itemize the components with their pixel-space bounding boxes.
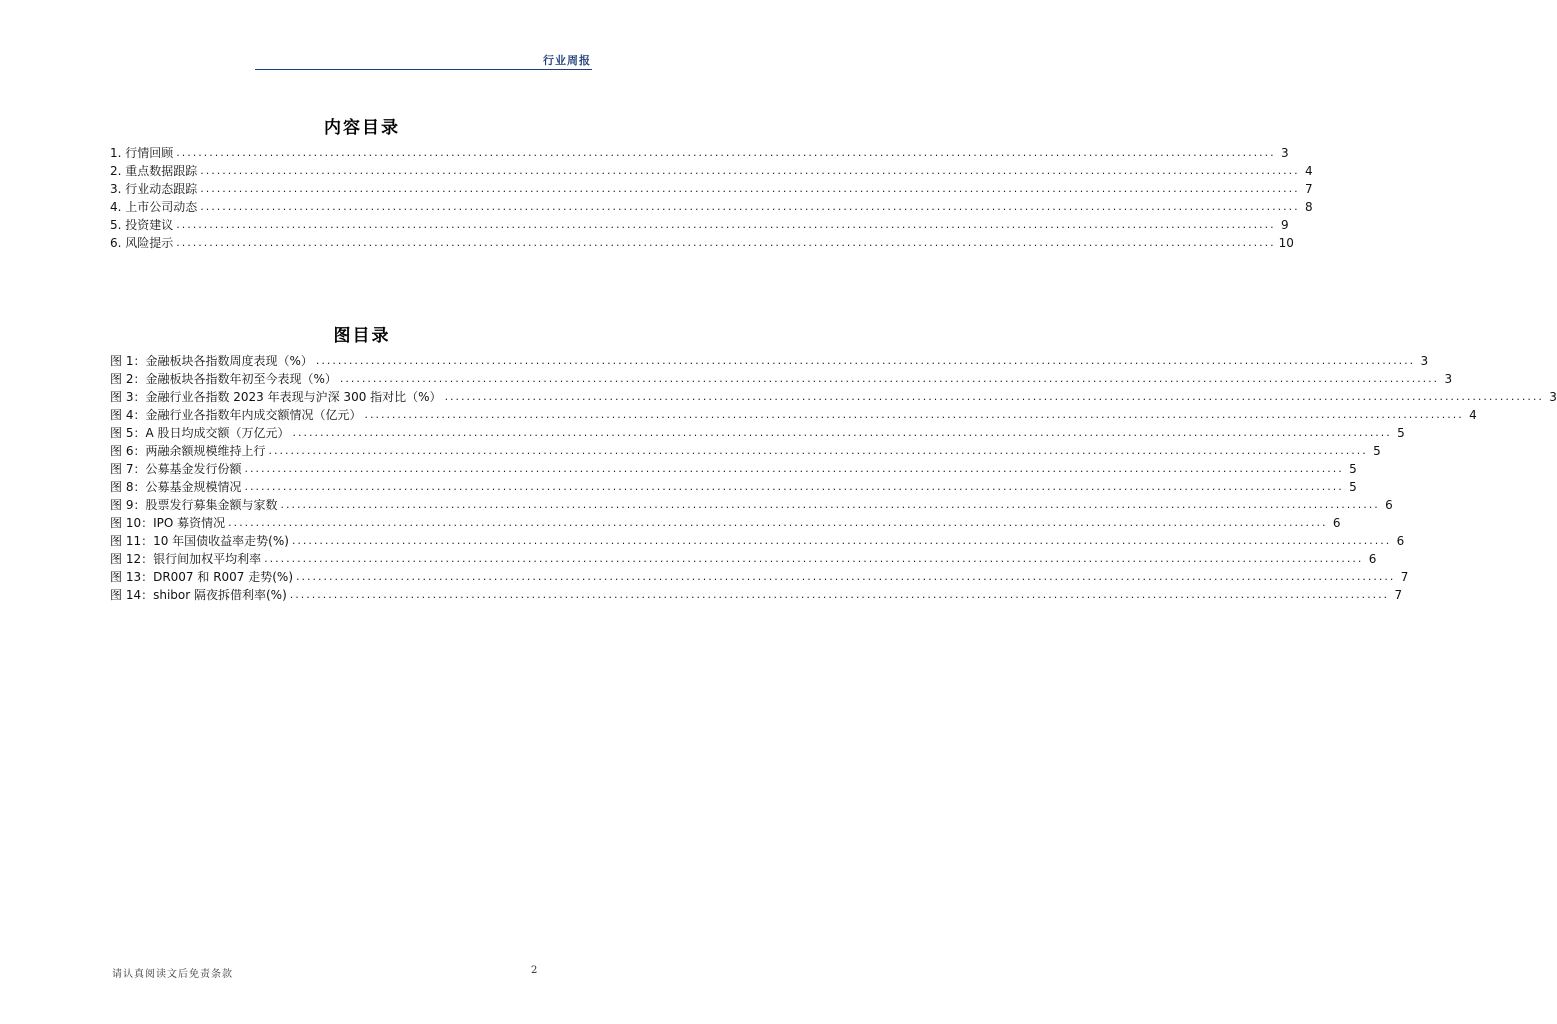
contents-entry-label: 4. 上市公司动态 — [110, 200, 198, 214]
dot-leader: ........................................................................................................................................................................................................ — [244, 462, 1344, 475]
contents-entry-label: 3. 行业动态跟踪 — [110, 182, 198, 196]
contents-entry[interactable] — [110, 178, 1313, 196]
figures-list — [110, 350, 1557, 602]
figure-entry-page: 5 — [1373, 444, 1381, 458]
figure-entry-label: 图 11：10 年国债收益率走势(%) — [110, 534, 289, 548]
figure-entry[interactable] — [110, 566, 1409, 584]
dot-leader: ........................................................................................................................................................................................................ — [289, 588, 1390, 601]
figure-entry[interactable] — [110, 476, 1357, 494]
figure-entry-label: 图 4：金融行业各指数年内成交额情况（亿元） — [110, 408, 362, 422]
figures-title: 图目录 — [333, 326, 391, 346]
contents-entry-page: 4 — [1304, 164, 1313, 178]
figure-entry-label: 图 14：shibor 隔夜拆借利率(%) — [110, 588, 287, 602]
dot-leader: ........................................................................................................................................................................................................ — [280, 498, 1380, 511]
figure-entry-label: 图 7：公募基金发行份额 — [110, 462, 242, 476]
contents-entry-page: 10 — [1278, 236, 1294, 250]
contents-entry-label: 5. 投资建议 — [110, 218, 174, 232]
dot-leader: ........................................................................................................................................................................................................ — [264, 552, 1364, 565]
dot-leader: ........................................................................................................................................................................................................ — [176, 236, 1276, 249]
figure-entry-page: 3 — [1420, 354, 1429, 368]
figure-entry[interactable] — [110, 350, 1429, 368]
figure-entry-page: 5 — [1397, 426, 1405, 440]
figure-entry-page: 3 — [1444, 372, 1453, 386]
figure-entry-page: 4 — [1469, 408, 1477, 422]
figure-entry[interactable] — [110, 548, 1377, 566]
contents-entry-label: 2. 重点数据跟踪 — [110, 164, 198, 178]
figure-entry-page: 7 — [1400, 570, 1409, 584]
dot-leader: ........................................................................................................................................................................................................ — [244, 480, 1344, 493]
dot-leader: ........................................................................................................................................................................................................ — [200, 164, 1300, 177]
dot-leader: ........................................................................................................................................................................................................ — [176, 146, 1276, 159]
figure-entry[interactable] — [110, 440, 1381, 458]
dot-leader: ........................................................................................................................................................................................................ — [268, 444, 1368, 457]
figure-entry-label: 图 3：金融行业各指数 2023 年表现与沪深 300 指对比（%） — [110, 390, 442, 404]
figure-entry-page: 5 — [1349, 462, 1357, 476]
figure-entry-page: 6 — [1368, 552, 1377, 566]
dot-leader: ........................................................................................................................................................................................................ — [444, 390, 1544, 403]
dot-leader: ........................................................................................................................................................................................................ — [228, 516, 1328, 529]
report-type-label: 行业周报 — [543, 54, 591, 67]
page-number: 2 — [531, 965, 538, 976]
figure-entry-label: 图 8：公募基金规模情况 — [110, 480, 242, 494]
contents-entry-label: 1. 行情回顾 — [110, 146, 174, 160]
dot-leader: ........................................................................................................................................................................................................ — [200, 182, 1300, 195]
figure-entry-page: 6 — [1332, 516, 1341, 530]
dot-leader: ........................................................................................................................................................................................................ — [176, 218, 1276, 231]
contents-entry-label: 6. 风险提示 — [110, 236, 174, 250]
contents-entry-page: 8 — [1304, 200, 1313, 214]
figure-entry-page: 3 — [1549, 390, 1557, 404]
contents-entry[interactable] — [110, 160, 1313, 178]
figure-entry[interactable] — [110, 386, 1557, 404]
figure-entry[interactable] — [110, 422, 1405, 440]
dot-leader: ........................................................................................................................................................................................................ — [200, 200, 1300, 213]
figure-entry[interactable] — [110, 494, 1393, 512]
figure-entry[interactable] — [110, 404, 1477, 422]
dot-leader: ........................................................................................................................................................................................................ — [292, 426, 1392, 439]
figure-entry[interactable] — [110, 458, 1357, 476]
contents-entry-page: 9 — [1280, 218, 1289, 232]
figure-entry-page: 7 — [1394, 588, 1403, 602]
figure-entry-label: 图 1：金融板块各指数周度表现（%） — [110, 354, 313, 368]
header-rule — [255, 69, 592, 70]
contents-entry-page: 7 — [1304, 182, 1313, 196]
dot-leader: ........................................................................................................................................................................................................ — [339, 372, 1440, 385]
figure-entry[interactable] — [110, 584, 1403, 602]
contents-title: 内容目录 — [324, 118, 400, 138]
figure-entry-label: 图 10：IPO 募资情况 — [110, 516, 226, 530]
figure-entry[interactable] — [110, 530, 1405, 548]
dot-leader: ........................................................................................................................................................................................................ — [315, 354, 1416, 367]
figure-entry-label: 图 2：金融板块各指数年初至今表现（%） — [110, 372, 337, 386]
disclaimer-footer: 请认真阅读文后免责条款 — [112, 969, 233, 980]
contents-entry[interactable] — [110, 232, 1294, 250]
figure-entry-label: 图 5：A 股日均成交额（万亿元） — [110, 426, 290, 440]
contents-list — [110, 142, 1313, 250]
dot-leader: ........................................................................................................................................................................................................ — [296, 570, 1396, 583]
figure-entry-page: 6 — [1385, 498, 1393, 512]
contents-entry[interactable] — [110, 142, 1289, 160]
contents-entry-page: 3 — [1280, 146, 1289, 160]
figure-entry[interactable] — [110, 512, 1341, 530]
contents-entry[interactable] — [110, 214, 1289, 232]
figure-entry-page: 6 — [1396, 534, 1405, 548]
figure-entry-page: 5 — [1349, 480, 1357, 494]
figure-entry-label: 图 13：DR007 和 R007 走势(%) — [110, 570, 294, 584]
figure-entry-label: 图 12：银行间加权平均利率 — [110, 552, 262, 566]
contents-entry[interactable] — [110, 196, 1313, 214]
dot-leader: ........................................................................................................................................................................................................ — [364, 408, 1464, 421]
figure-entry-label: 图 6：两融余额规模维持上行 — [110, 444, 266, 458]
figure-entry-label: 图 9：股票发行募集金额与家数 — [110, 498, 278, 512]
dot-leader: ........................................................................................................................................................................................................ — [291, 534, 1392, 547]
figure-entry[interactable] — [110, 368, 1453, 386]
